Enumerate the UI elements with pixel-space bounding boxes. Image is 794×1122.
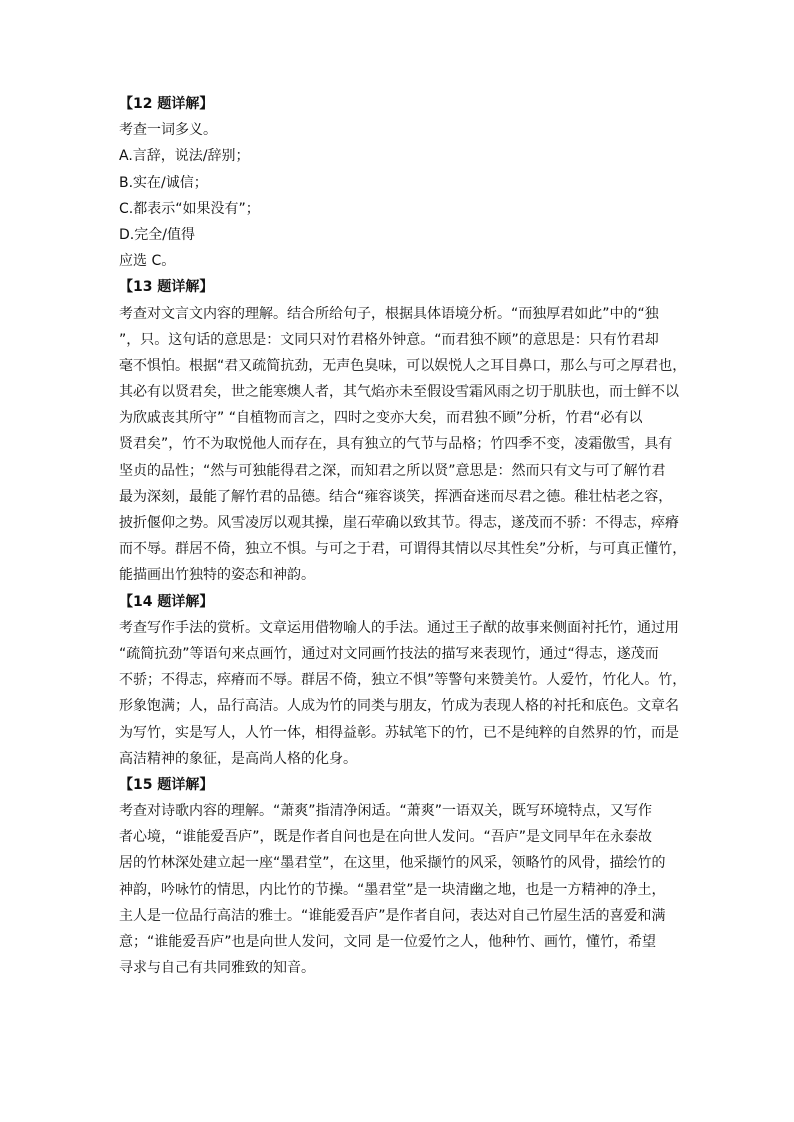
text-line: 为欣戚丧其所守” “自植物而言之，四时之变亦大矣，而君独不顾”分析，竹君“必有以 (119, 410, 643, 427)
text-line: 神韵，吟咏竹的情思，内比竹的节操。“墨君堂”是一块清幽之地，也是一方精神的净土， (119, 881, 666, 898)
section-heading-q12: 【12 题详解】 (119, 96, 214, 112)
option-d-line: D.完全/值得 (119, 226, 195, 243)
text-line: 意；“谁能爱吾庐”也是向世人发问，文同 是一位爱竹之人，他种竹、画竹，懂竹，希望 (119, 934, 656, 950)
text-line: 居的竹林深处建立起一座“墨君堂”，在这里，他采撷竹的风采，领略竹的风骨，描绘竹的 (119, 855, 666, 872)
option-c-line: C.都表示“如果没有”； (119, 200, 260, 217)
text-line: 最为深刻，最能了解竹君的品德。结合“雍容谈笑，挥洒奋迷而尽君之德。稚壮枯老之容， (119, 488, 673, 505)
text-line: 不骄；不得志，瘁瘠而不辱。群居不倚，独立不惧”等警句来赞美竹。人爱竹，竹化人。竹， (119, 672, 687, 689)
text-line: 为写竹，实是写人，人竹一体，相得益彰。苏轼笔下的竹，已不是纯粹的自然界的竹，而是 (119, 724, 679, 741)
text-line: 高洁精神的象征，是高尚人格的化身。 (119, 750, 357, 767)
text-line: 坚贞的品性；“然与可独能得君之深，而知君之所以贤”意思是：然而只有文与可了解竹君 (119, 462, 666, 479)
text-line: 其必有以贤君矣，世之能寒燠人者，其气焰亦未至假设雪霜风雨之切于肌肤也，而士鲜不以 (119, 384, 679, 401)
text-line: ”，只。这句话的意思是：文同只对竹君格外钟意。“而君独不顾”的意思是：只有竹君却 (119, 331, 659, 348)
text-line: 考查一词多义。 (119, 122, 217, 139)
section-heading-q15: 【15 题详解】 (119, 776, 214, 793)
text-line: 毫不惧怕。根据“君又疏简抗劲，无声色臭味，可以娱悦人之耳目鼻口，那么与可之厚君也， (119, 357, 687, 374)
text-line: 考查写作手法的赏析。文章运用借物喻人的手法。通过王子猷的故事来侧面衬托竹，通过用 (119, 619, 679, 636)
section-heading-q14: 【14 题详解】 (119, 593, 214, 610)
text-line: 考查对文言文内容的理解。结合所给句子，根据具体语境分析。“而独厚君如此”中的“独 (119, 305, 659, 322)
document-page (119, 91, 687, 981)
text-line: 寻求与自己有共同雅致的知音。 (119, 960, 315, 977)
text-line: 贤君矣”，竹不为取悦他人而存在，具有独立的气节与品格；竹四季不变，凌霜傲雪，具有 (119, 436, 673, 453)
section-heading-q13: 【13 题详解】 (119, 279, 214, 296)
text-line: 考查对诗歌内容的理解。“萧爽”指清净闲适。“萧爽”一语双关，既写环境特点，又写作 (119, 803, 653, 820)
text-line: 而不辱。群居不倚，独立不惧。与可之于君，可谓得其情以尽其性矣”分析，与可真正懂竹， (119, 541, 687, 558)
text-line: 能描画出竹独特的姿态和神韵。 (119, 567, 315, 584)
text-line: 者心境，“谁能爱吾庐”，既是作者自问也是在向世人发问。“吾庐”是文同早年在永泰故 (119, 829, 653, 846)
option-a-line: A.言辞，说法/辞别； (119, 148, 250, 165)
text-line: 披折偃仰之势。风雪凌厉以观其操，崖石荦确以致其节。得志，遂茂而不骄：不得志，瘁瘠 (119, 515, 679, 531)
text-line: “疏简抗劲”等语句来点画竹，通过对文同画竹技法的描写来表现竹，通过“得志，遂茂而 (119, 645, 659, 662)
option-b-line: B.实在/诚信； (119, 174, 208, 191)
answer-line: 应选 C。 (119, 253, 176, 270)
text-line: 主人是一位品行高洁的雅士。“谁能爱吾庐”是作者自问，表达对自己竹屋生活的喜爱和满 (119, 907, 666, 924)
text-line: 形象饱满；人，品行高洁。人成为竹的同类与朋友，竹成为表现人格的衬托和底色。文章名 (119, 698, 679, 715)
